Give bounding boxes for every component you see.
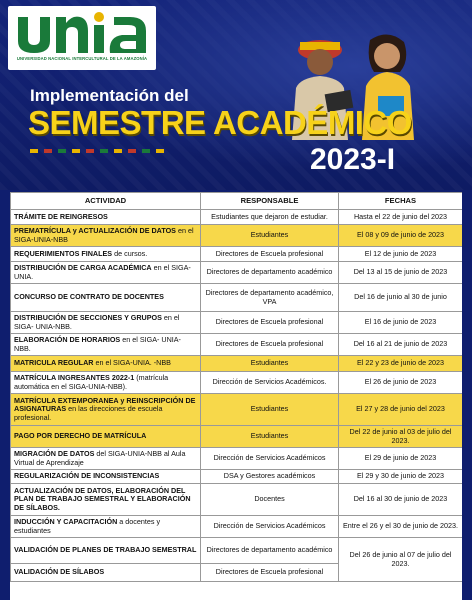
table-row <box>11 372 463 394</box>
responsible-cell: Dirección de Servicios Académicos <box>201 516 339 538</box>
responsible-cell: Estudiantes que dejaron de estudiar. <box>201 210 339 225</box>
activity-cell: REQUERIMIENTOS FINALES de cursos. <box>11 247 201 262</box>
responsible-cell: Dirección de Servicios Académicos <box>201 448 339 470</box>
responsible-cell: Estudiantes <box>201 356 339 372</box>
schedule-table-container <box>10 192 462 600</box>
column-header-responsible: RESPONSABLE <box>201 193 339 210</box>
responsible-cell: Directores de departamento académico <box>201 262 339 284</box>
responsible-cell: Directores de departamento académico <box>201 538 339 564</box>
semester-year: 2023-I <box>310 143 396 176</box>
dates-cell: El 16 de junio de 2023 <box>339 312 463 334</box>
dates-cell: Hasta el 22 de junio del 2023 <box>339 210 463 225</box>
dates-cell: El 27 y 28 de junio del 2023 <box>339 394 463 426</box>
logo-caption: UNIVERSIDAD NACIONAL INTERCULTURAL DE LA AMAZONÍA <box>16 56 148 61</box>
activity-cell: INDUCCIÓN Y CAPACITACIÓN a docentes y estudiantes <box>11 516 201 538</box>
dates-cell: El 29 de junio de 2023 <box>339 448 463 470</box>
activity-cell: CONCURSO DE CONTRATO DE DOCENTES <box>11 284 201 312</box>
unia-logo-icon <box>14 9 150 55</box>
activity-cell: MATRICULA REGULAR en el SIGA-UNIA. -NBB <box>11 356 201 372</box>
dates-cell: Del 16 al 30 de junio de 2023 <box>339 484 463 516</box>
activity-cell: MATRÍCULA EXTEMPORANEA y REINSCRIPCIÓN DE ASIGNATURAS en las direcciones de escuela profesional. <box>11 394 201 426</box>
activity-cell: MIGRACIÓN DE DATOS del SIGA-UNIA-NBB al Aula Virtual de Aprendizaje <box>11 448 201 470</box>
responsible-cell: Directores de departamento académico, VPA <box>201 284 339 312</box>
dates-cell: El 29 y 30 de junio de 2023 <box>339 470 463 484</box>
hero-banner <box>0 0 472 190</box>
responsible-cell: Directores de Escuela profesional <box>201 312 339 334</box>
responsible-cell: Directores de Escuela profesional <box>201 564 339 582</box>
activity-cell: DISTRIBUCIÓN DE CARGA ACADÉMICA en el SIGA-UNIA. <box>11 262 201 284</box>
table-row <box>11 284 463 312</box>
table-row <box>11 312 463 334</box>
dates-cell: Entre el 26 y el 30 de junio de 2023. <box>339 516 463 538</box>
responsible-cell: Docentes <box>201 484 339 516</box>
table-row <box>11 516 463 538</box>
dates-cell: Del 16 de junio al 30 de junio <box>339 284 463 312</box>
responsible-cell: Estudiantes <box>201 394 339 426</box>
activity-cell: PREMATRÍCULA y ACTUALIZACIÓN DE DATOS en el SIGA-UNIA-NBB <box>11 225 201 247</box>
table-row <box>11 538 463 564</box>
column-header-activity: ACTIVIDAD <box>11 193 201 210</box>
activity-cell: VALIDACIÓN DE SÍLABOS <box>11 564 201 582</box>
table-row <box>11 210 463 225</box>
dates-cell: El 08 y 09 de junio de 2023 <box>339 225 463 247</box>
activity-cell: TRÁMITE DE REINGRESOS <box>11 210 201 225</box>
activity-cell: PAGO POR DERECHO DE MATRÍCULA <box>11 426 201 448</box>
dates-cell: Del 13 al 15 de junio de 2023 <box>339 262 463 284</box>
activity-cell: VALIDACIÓN DE PLANES DE TRABAJO SEMESTRAL <box>11 538 201 564</box>
table-row <box>11 426 463 448</box>
column-header-dates: FECHAS <box>339 193 463 210</box>
responsible-cell: Directores de Escuela profesional <box>201 247 339 262</box>
table-body <box>11 210 463 582</box>
dates-cell: El 12 de junio de 2023 <box>339 247 463 262</box>
table-row <box>11 262 463 284</box>
table-row <box>11 470 463 484</box>
responsible-cell: Dirección de Servicios Académicos. <box>201 372 339 394</box>
dates-cell: Del 22 de junio al 03 de julio del 2023. <box>339 426 463 448</box>
title-implementation: Implementación del <box>30 86 189 105</box>
table-row <box>11 225 463 247</box>
activity-cell: DISTRIBUCIÓN DE SECCIONES Y GRUPOS en el SIGA- UNIA-NBB. <box>11 312 201 334</box>
activity-cell: MATRÍCULA INGRESANTES 2022-1 (matrícula automática en el SIGA-UNIA-NBB). <box>11 372 201 394</box>
table-row <box>11 394 463 426</box>
responsible-cell: Directores de Escuela profesional <box>201 334 339 356</box>
activity-cell: ACTUALIZACIÓN DE DATOS, ELABORACIÓN DEL PLAN DE TRABAJO SEMESTRAL Y ELABORACIÓN DE SÍLABOS. <box>11 484 201 516</box>
table-row <box>11 247 463 262</box>
activity-cell: REGULARIZACIÓN DE INCONSISTENCIAS <box>11 470 201 484</box>
table-header-row <box>11 193 463 210</box>
activity-cell: ELABORACIÓN DE HORARIOS en el SIGA- UNIA-NBB. <box>11 334 201 356</box>
dates-cell: Del 26 de junio al 07 de julio del 2023. <box>339 538 463 582</box>
responsible-cell: Estudiantes <box>201 426 339 448</box>
table-row <box>11 448 463 470</box>
dates-cell: El 22 y 23 de junio de 2023 <box>339 356 463 372</box>
university-logo <box>8 6 156 70</box>
table-row <box>11 484 463 516</box>
responsible-cell: Estudiantes <box>201 225 339 247</box>
dates-cell: El 26 de junio de 2023 <box>339 372 463 394</box>
dates-cell: Del 16 al 21 de junio de 2023 <box>339 334 463 356</box>
schedule-table <box>10 192 462 582</box>
table-row <box>11 334 463 356</box>
decorative-pattern-icon <box>30 148 180 154</box>
table-row <box>11 356 463 372</box>
responsible-cell: DSA y Gestores académicos <box>201 470 339 484</box>
title-semester: SEMESTRE ACADÉMICO <box>28 104 412 141</box>
